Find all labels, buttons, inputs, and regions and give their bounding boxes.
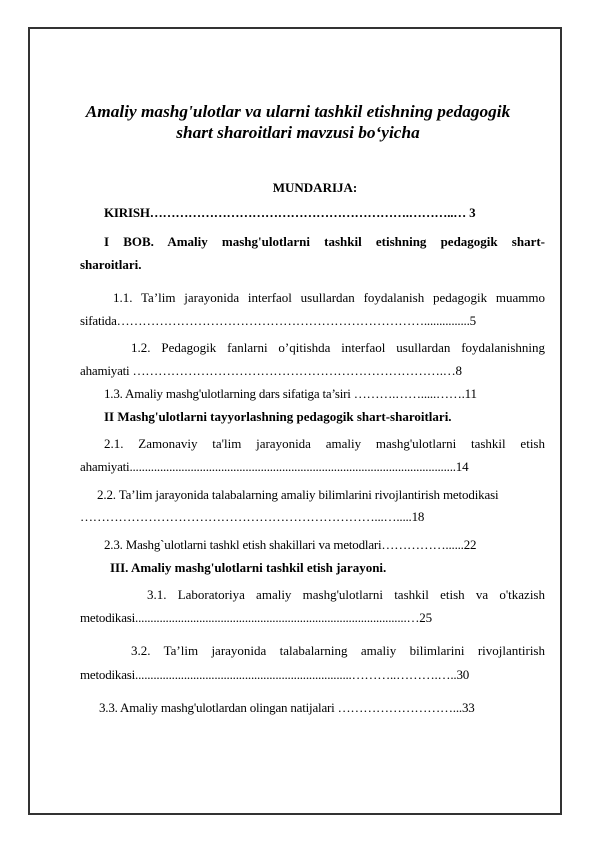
toc-section-1-2-line-1: 1.2. Pedagogik fanlarni o’qitishda interfaol usullardan foydalanishning xyxy=(131,340,545,355)
toc-section-3-2-line-1: 3.2. Ta’lim jarayonida talabalarning amaliy bilimlarini rivojlantirish xyxy=(131,643,545,658)
toc-item-kirish: KIRISH…………………………………………………….………..… 3 xyxy=(104,205,476,220)
toc-heading: MUNDARIJA: xyxy=(272,180,358,195)
toc-chapter-1-line-1: I BOB. Amaliy mashg'ulotlarni tashkil etishning pedagogik shart- xyxy=(104,234,545,249)
title-line-1: Amaliy mashg'ulotlar va ularni tashkil etishning pedagogik xyxy=(85,102,511,121)
toc-section-2-1-line-2: ahamiyati...........................................................................................................14 xyxy=(80,459,469,474)
toc-section-3-2-line-2: metodikasi.......................................................................………..……….…..30 xyxy=(80,667,470,682)
toc-section-3-1-line-2: metodikasi.........................................................................................…25 xyxy=(80,610,432,625)
toc-section-2-3: 2.3. Mashg`ulotlarni tashkl etish shakillari va metodlari……………......22 xyxy=(104,537,477,552)
toc-section-3-3: 3.3. Amaliy mashg'ulotlardan olingan natijalari ………………………...33 xyxy=(99,700,475,715)
toc-chapter-3: III. Amaliy mashg'ulotlarni tashkil etish jarayoni. xyxy=(110,560,387,575)
toc-section-2-1-line-1: 2.1. Zamonaviy ta'lim jarayonida amaliy mashg'ulotlarni tashkil etish xyxy=(104,436,545,451)
toc-section-1-3: 1.3. Amaliy mashg'ulotlarning dars sifatiga ta’siri ……….…….....…….11 xyxy=(104,386,477,401)
document-title xyxy=(60,101,536,143)
toc-chapter-2: II Mashg'ulotlarni tayyorlashning pedagogik shart-sharoitlari. xyxy=(104,409,452,424)
toc-section-1-1-line-2: sifatida………………………………………………………………...............5 xyxy=(80,313,476,328)
toc-chapter-1-line-2: sharoitlari. xyxy=(80,257,142,272)
toc-section-3-1-line-1: 3.1. Laboratoriya amaliy mashg'ulotlarni tashkil etish va o'tkazish xyxy=(147,587,545,602)
title-line-2: shart sharoitlari mavzusi bo‘yicha xyxy=(176,123,420,142)
toc-section-2-2-line-2: ……………………………………………………………...….....18 xyxy=(80,509,425,524)
toc-section-1-1-line-1: 1.1. Ta’lim jarayonida interfaol usullardan foydalanish pedagogik muammo xyxy=(113,290,545,305)
toc-section-1-2-line-2: ahamiyati ……………………………………………………………….…8 xyxy=(80,363,462,378)
toc-section-2-2-line-1: 2.2. Ta’lim jarayonida talabalarning amaliy bilimlarini rivojlantirish metodikasi xyxy=(97,487,499,502)
